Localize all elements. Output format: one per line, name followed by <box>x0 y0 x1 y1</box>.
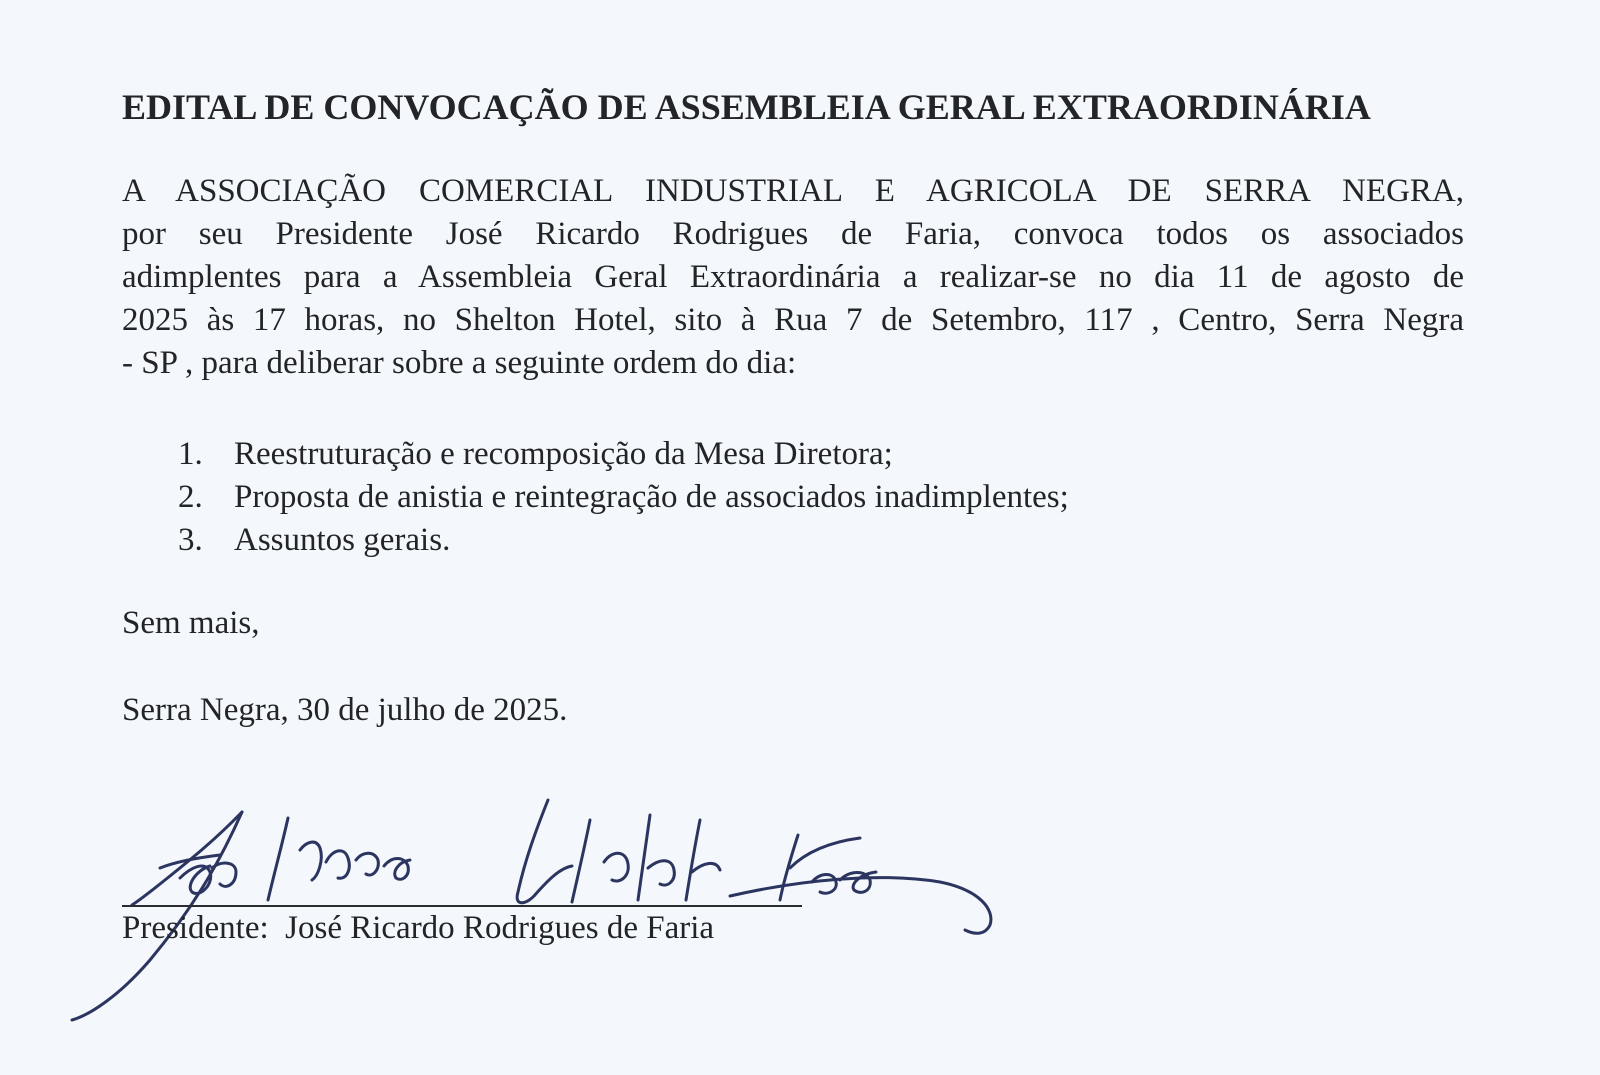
paragraph-line: por seu Presidente José Ricardo Rodrigues de Faria, convoca todos os associados <box>122 216 1464 252</box>
paragraph-line: - SP , para deliberar sobre a seguinte ordem do dia: <box>122 345 797 381</box>
convocation-paragraph <box>122 170 1464 385</box>
document-title: EDITAL DE CONVOCAÇÃO DE ASSEMBLEIA GERAL EXTRAORDINÁRIA <box>122 87 1371 127</box>
paragraph-line: A ASSOCIAÇÃO COMERCIAL INDUSTRIAL E AGRICOLA DE SERRA NEGRA, <box>122 173 1464 209</box>
signer-role: Presidente: <box>122 910 269 946</box>
agenda-item-number: 2. <box>178 479 203 515</box>
signature-line <box>122 905 802 907</box>
agenda-item <box>178 433 1069 476</box>
agenda-item-text: Proposta de anistia e reintegração de associados inadimplentes; <box>234 479 1069 515</box>
paragraph-line: adimplentes para a Assembleia Geral Extraordinária a realizar-se no dia 11 de agosto de <box>122 259 1464 295</box>
agenda-item <box>178 476 1069 519</box>
agenda-item-text: Assuntos gerais. <box>234 522 451 558</box>
place-date: Serra Negra, 30 de julho de 2025. <box>122 692 568 728</box>
agenda-item <box>178 519 1069 562</box>
agenda-list <box>178 433 1069 562</box>
agenda-item-number: 3. <box>178 522 203 558</box>
agenda-item-number: 1. <box>178 436 203 472</box>
closing-text: Sem mais, <box>122 605 260 641</box>
signer-name: José Ricardo Rodrigues de Faria <box>285 910 715 946</box>
signer-block <box>122 910 714 947</box>
paragraph-line: 2025 às 17 horas, no Shelton Hotel, sito à Rua 7 de Setembro, 117 , Centro, Serra Negra <box>122 302 1464 338</box>
agenda-item-text: Reestruturação e recomposição da Mesa Diretora; <box>234 436 893 472</box>
